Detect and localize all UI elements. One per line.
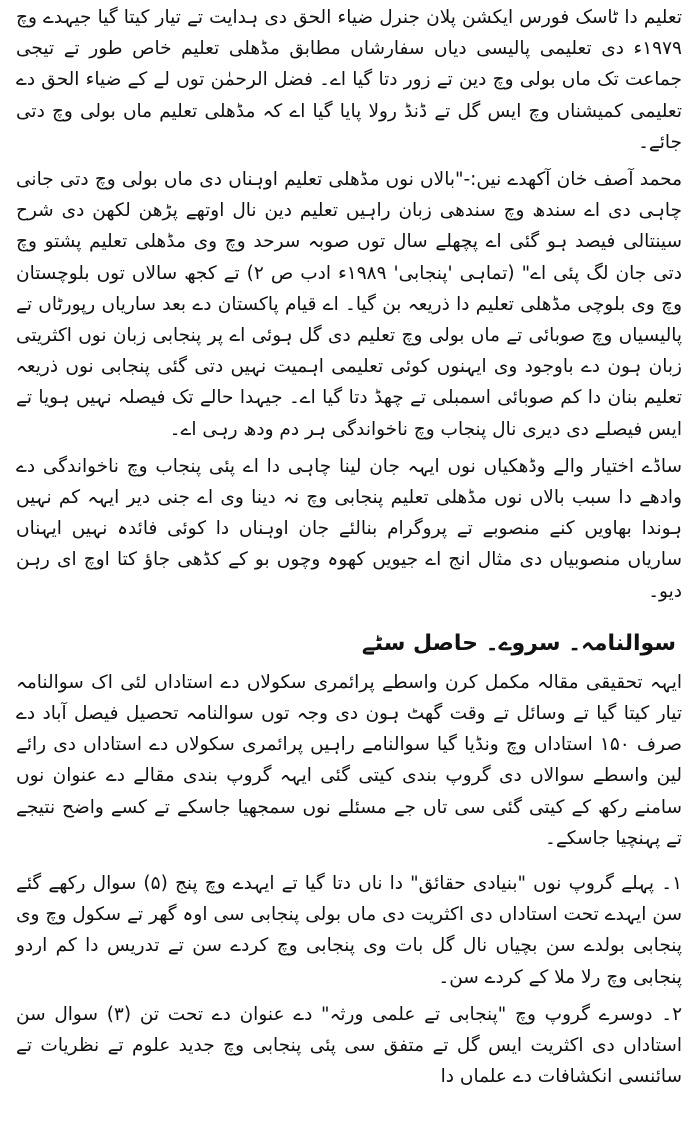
section-paragraph-2: ۱۔ پہلے گروپ نوں "بنیادی حقائق" دا ناں دتا گیا تے ایہدے وچ پنج (۵) سوال رکھے گئے سن ایہدے تحت استاداں دی اکثریت دی ماں بولی پنجابی سی اوہ گھر تے سکول وچ وی پنجابی بولدے سن بچیاں نال گل بات وی پنجابی وچ کردے سن تے تدریس دا کم اردو پنجابی وچ رلا ملا کے کردے سن۔ bbox=[16, 873, 682, 988]
intro-paragraph-2: محمد آصف خان آکھدے نیں:-"بالاں نوں مڈھلی تعلیم اوہناں دی ماں بولی وچ دتی جانی چاہی دی اے سندھ وچ سندھی زبان راہیں تعلیم دین نال اوتھے پڑھن لکھن دی شرح سینتالی فیصد ہو گئی اے پچھلے سال توں صوبہ سرحد وچ وی مڈھلی تعلیم پشتو وچ دتی جان لگ پئی اے" (تماہی 'پنجابی' ۱۹۸۹ء ادب ص ۲) تے کجھ سالاں توں بلوچستان وچ وی بلوچی مڈھلی تعلیم دا ذریعہ بن گیا۔ اے قیام پاکستان دے بعد ساریاں رپورٹاں تے پالیسیاں وچ صوبائی تے ماں بولی وچ تعلیم دی گل ہوئی اے پر پنجابی زبان نوں اکثریتی زبان ہون دے باوجود وی ایہنوں کوئی تعلیمی اہمیت نہیں دتی گئی پنجابی نوں ذریعہ تعلیم بنان دا کم صوبائی اسمبلی تے چھڈ دتا گیا اے۔ جیہدا حالے تک فیصلہ نہیں ہویا تے ایس فیصلے دی دیری نال پنجاب وچ ناخواندگی ہر دم ودھ رہی اے۔ bbox=[16, 169, 682, 440]
section-heading: سوالنامہ۔ سروے۔ حاصل سٹے bbox=[361, 630, 676, 656]
section-paragraph-3: ۲۔ دوسرے گروپ وچ "پنجابی تے علمی ورثہ" دے عنوان دے تحت تن (۳) سوال سن استاداں دی اکثریت ایس گل تے متفق سی پئی پنجابی وچ جدید علوم تے نظریات تے سائنسی انکشافات دے علماں دا bbox=[16, 1003, 682, 1088]
intro-paragraph-1: تعلیم دا ٹاسک فورس ایکشن پلان جنرل ضیاء الحق دی ہدایت تے تیار کیتا گیا جیہدے وچ ۱۹۷۹ء دی تعلیمی پالیسی دیاں سفارشاں مطابق مڈھلی تعلیم خاص طور تے تیجی جماعت تک ماں بولی وچ دین تے زور دتا گیا اے۔ فضل الرحمٰن توں لے کے ضیاء الحق دے تعلیمی کمیشناں وچ ایس گل تے ڈنڈ رولا پایا گیا اے کہ مڈھلی تعلیم ماں بولی وچ دتی جائے۔ bbox=[16, 7, 682, 153]
intro-paragraph-3: ساڈے اختیار والے وڈھکیاں نوں ایہہ جان لینا چاہی دا اے پئی پنجاب وچ ناخواندگی دے وادھے دا سبب بالاں نوں مڈھلی تعلیم پنجابی وچ نہ دینا وی اے جنی دیر ایہہ کم نہیں ہوندا بھاویں کنے منصوبے تے پروگرام بنالئے جان اوہناں دا کوئی فائدہ نہیں ایہناں ساریاں منصوبیاں دی مثال انج اے جیویں کھوہ وچوں بو کے کڈھی جاؤ کتا اوچ ای رہن دیو۔ bbox=[16, 455, 682, 602]
section-paragraph-1: ایہہ تحقیقی مقالہ مکمل کرن واسطے پرائمری سکولاں دے استاداں لئی اک سوالنامہ تیار کیتا گیا تے وسائل تے وقت گھٹ ہون دی وجہ توں سوالنامہ تحصیل فیصل آباد دے صرف ۱۵۰ استاداں وچ ونڈیا گیا سوالنامے راہیں پرائمری سکولاں دے استاداں دی رائے لین واسطے سوالاں دی گروپ بندی کیتی گئی ایہہ گروپ بندی مقالے دے عنوان نوں سامنے رکھ کے کیتی گئی سی تاں جے مسئلے نوں سمجھیا جاسکے تے کسے واضح نتیجے تے پہنچیا جاسکے۔ bbox=[16, 671, 682, 849]
